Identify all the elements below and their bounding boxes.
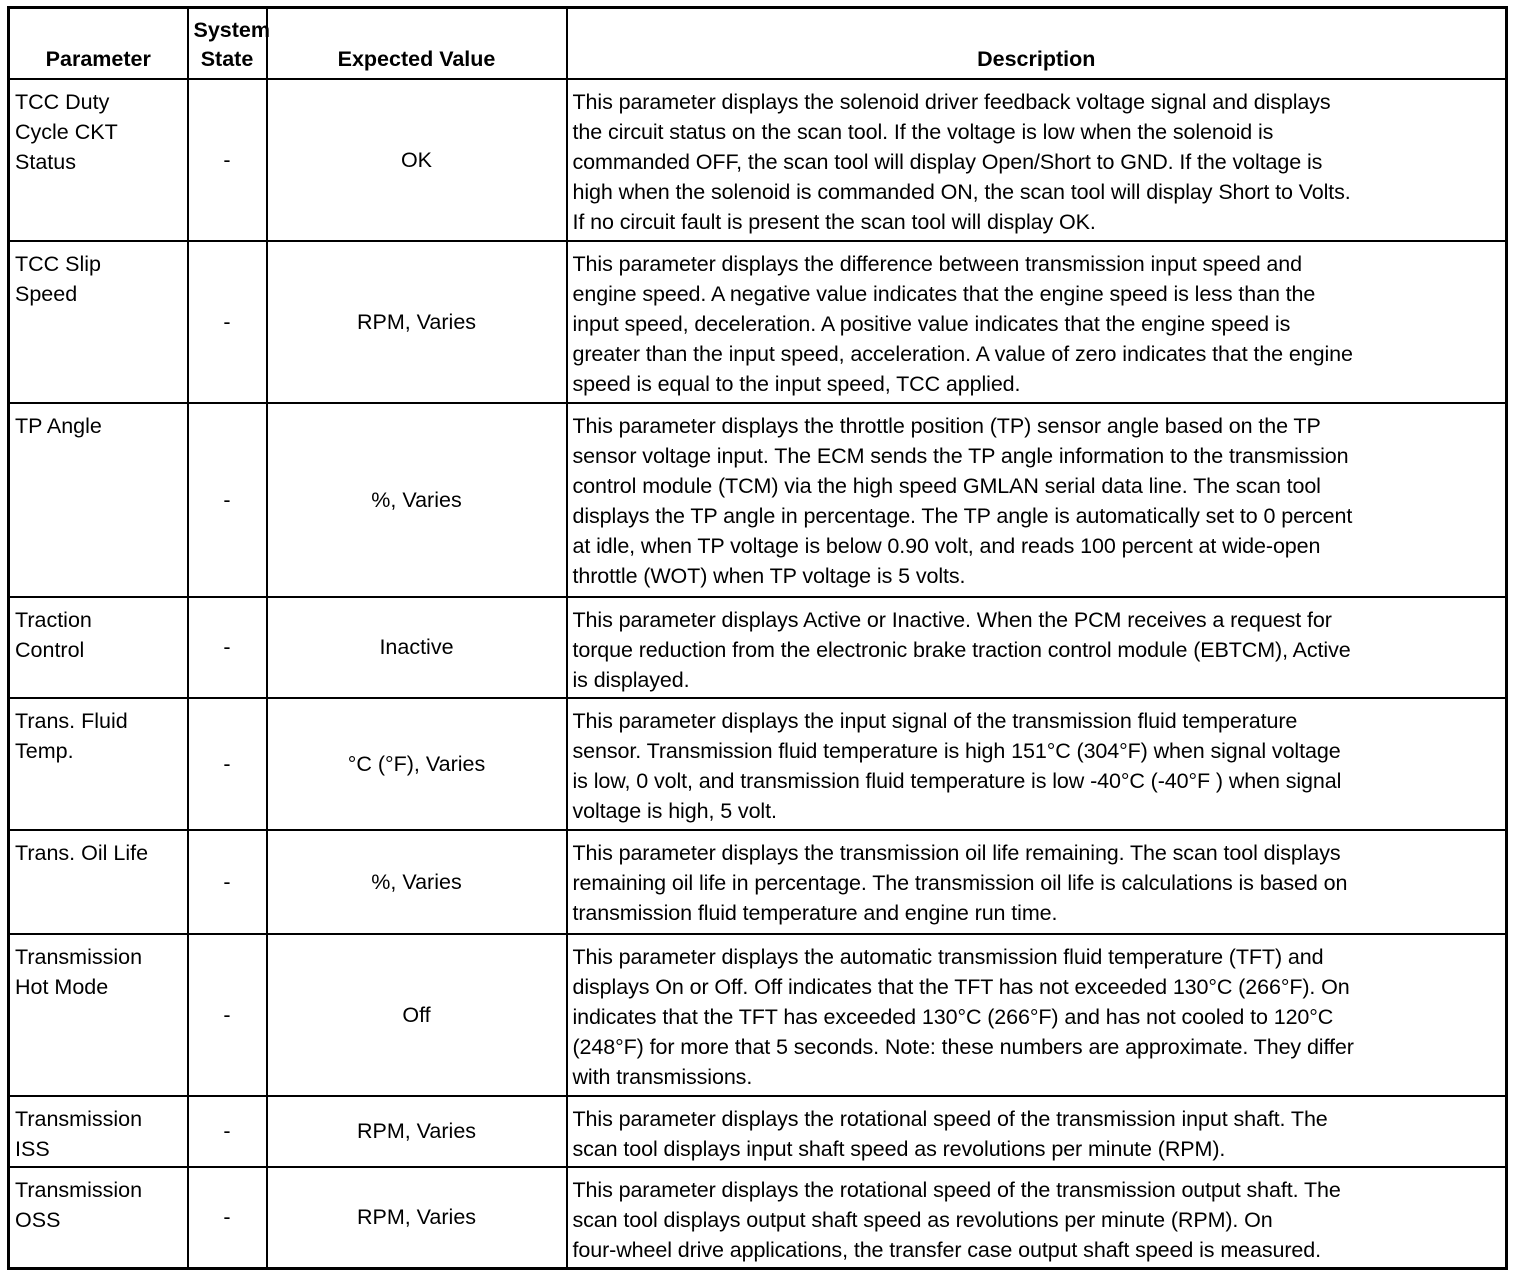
expected-value-cell: °C (°F), Varies — [267, 698, 567, 830]
header-row — [9, 8, 1507, 79]
header-system-state: System State — [188, 8, 267, 79]
system-state-cell: - — [188, 403, 267, 597]
table-row — [9, 79, 1507, 241]
system-state-cell: - — [188, 934, 267, 1096]
parameter-cell: TCC Slip Speed — [9, 241, 188, 403]
table-row — [9, 403, 1507, 597]
description-cell: This parameter displays the throttle position (TP) sensor angle based on the TP sensor voltage input. The ECM sends the TP angle information to the transmission control module (TCM) via the high speed GMLAN serial data line. The scan tool displays the TP angle in percentage. The TP angle is automatically set to 0 percent at idle, when TP voltage is below 0.90 volt, and reads 100 percent at wide-open throttle (WOT) when TP voltage is 5 volts. — [567, 403, 1507, 597]
system-state-cell: - — [188, 698, 267, 830]
parameter-cell: TP Angle — [9, 403, 188, 597]
parameter-table — [7, 6, 1508, 1270]
expected-value-cell: %, Varies — [267, 830, 567, 934]
system-state-cell: - — [188, 597, 267, 698]
system-state-cell: - — [188, 241, 267, 403]
system-state-cell: - — [188, 830, 267, 934]
table-row — [9, 1167, 1507, 1269]
description-cell: This parameter displays the transmission oil life remaining. The scan tool displays remaining oil life in percentage. The transmission oil life is calculations is based on transmission fluid temperature and engine run time. — [567, 830, 1507, 934]
expected-value-cell: OK — [267, 79, 567, 241]
table-row — [9, 698, 1507, 830]
expected-value-cell: RPM, Varies — [267, 1167, 567, 1269]
header-expected-value: Expected Value — [267, 8, 567, 79]
parameter-cell: Transmission ISS — [9, 1096, 188, 1167]
table-row — [9, 830, 1507, 934]
parameter-cell: Trans. Fluid Temp. — [9, 698, 188, 830]
system-state-cell: - — [188, 79, 267, 241]
header-parameter: Parameter — [9, 8, 188, 79]
parameter-cell: Transmission OSS — [9, 1167, 188, 1269]
expected-value-cell: %, Varies — [267, 403, 567, 597]
description-cell: This parameter displays Active or Inactive. When the PCM receives a request for torque reduction from the electronic brake traction control module (EBTCM), Active is displayed. — [567, 597, 1507, 698]
description-cell: This parameter displays the rotational speed of the transmission output shaft. The scan tool displays output shaft speed as revolutions per minute (RPM). On four-wheel drive applications, the transfer case output shaft speed is measured. — [567, 1167, 1507, 1269]
table-row — [9, 934, 1507, 1096]
parameter-cell: Traction Control — [9, 597, 188, 698]
table-row — [9, 1096, 1507, 1167]
system-state-cell: - — [188, 1167, 267, 1269]
table-row — [9, 597, 1507, 698]
description-cell: This parameter displays the solenoid driver feedback voltage signal and displays the circuit status on the scan tool. If the voltage is low when the solenoid is commanded OFF, the scan tool will display Open/Short to GND. If the voltage is high when the solenoid is commanded ON, the scan tool will display Short to Volts. If no circuit fault is present the scan tool will display OK. — [567, 79, 1507, 241]
description-cell: This parameter displays the input signal of the transmission fluid temperature sensor. Transmission fluid temperature is high 151°C (304°F) when signal voltage is low, 0 volt, and transmission fluid temperature is low -40°C (-40°F ) when signal voltage is high, 5 volt. — [567, 698, 1507, 830]
description-cell: This parameter displays the rotational speed of the transmission input shaft. The scan tool displays input shaft speed as revolutions per minute (RPM). — [567, 1096, 1507, 1167]
expected-value-cell: RPM, Varies — [267, 241, 567, 403]
description-cell: This parameter displays the automatic transmission fluid temperature (TFT) and displays On or Off. Off indicates that the TFT has not exceeded 130°C (266°F). On indicates that the TFT has exceeded 130°C (266°F) and has not cooled to 120°C (248°F) for more that 5 seconds. Note: these numbers are approximate. They differ with transmissions. — [567, 934, 1507, 1096]
expected-value-cell: RPM, Varies — [267, 1096, 567, 1167]
expected-value-cell: Inactive — [267, 597, 567, 698]
parameter-cell: Transmission Hot Mode — [9, 934, 188, 1096]
header-description: Description — [567, 8, 1507, 79]
parameter-cell: Trans. Oil Life — [9, 830, 188, 934]
description-cell: This parameter displays the difference between transmission input speed and engine speed. A negative value indicates that the engine speed is less than the input speed, deceleration. A positive value indicates that the engine speed is greater than the input speed, acceleration. A value of zero indicates that the engine speed is equal to the input speed, TCC applied. — [567, 241, 1507, 403]
expected-value-cell: Off — [267, 934, 567, 1096]
table-row — [9, 241, 1507, 403]
system-state-cell: - — [188, 1096, 267, 1167]
parameter-cell: TCC Duty Cycle CKT Status — [9, 79, 188, 241]
